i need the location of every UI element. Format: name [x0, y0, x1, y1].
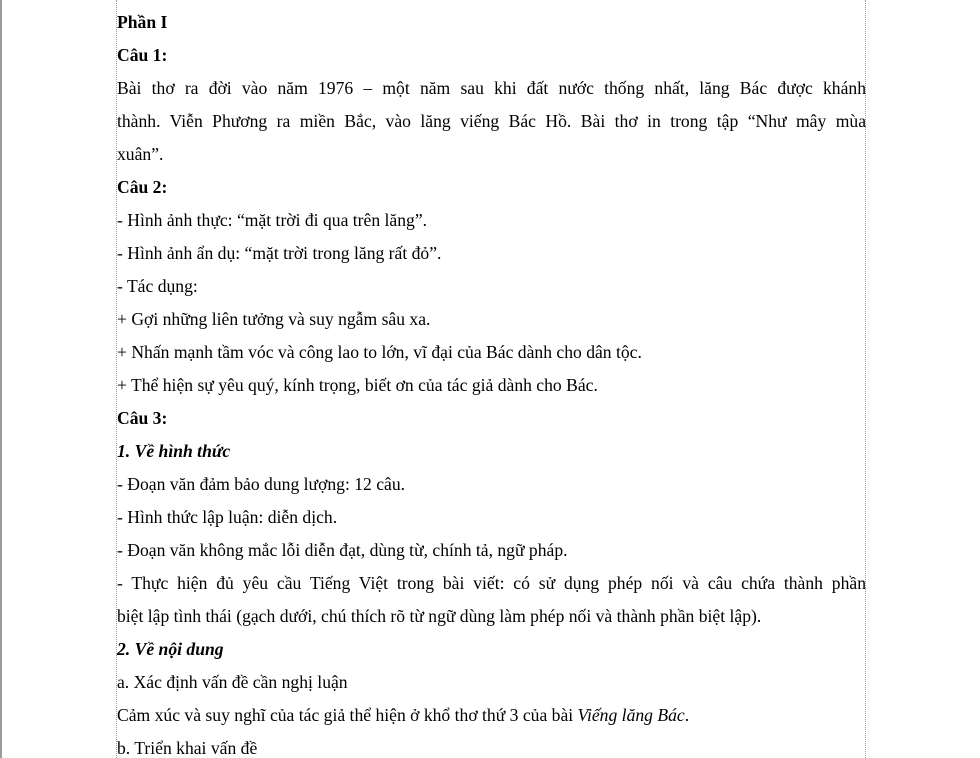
form-item: biệt lập tình thái (gạch dưới, chú thích rõ từ ngữ dùng làm phép nối và thành phần biệt lập).: [117, 606, 762, 626]
question-2-item: + Thể hiện sự yêu quý, kính trọng, biết ơn của tác giả dành cho Bác.: [117, 375, 598, 395]
question-1-line: thành. Viễn Phương ra miền Bắc, vào lăng viếng Bác Hồ. Bài thơ in trong tập “Như mây mùa: [117, 111, 866, 131]
form-item: - Hình thức lập luận: diễn dịch.: [117, 507, 338, 527]
window-left-edge: [0, 0, 2, 758]
content-a-paragraph: [117, 699, 866, 732]
question-3-heading: Câu 3:: [117, 408, 168, 428]
question-2-item: + Nhấn mạnh tầm vóc và công lao to lớn, vĩ đại của Bác dành cho dân tộc.: [117, 342, 642, 362]
question-1-line: Bài thơ ra đời vào năm 1976 – một năm sau khi đất nước thống nhất, lăng Bác được khánh: [117, 78, 866, 98]
document-body[interactable]: [117, 6, 866, 758]
content-subheading-b: b. Triển khai vấn đề: [117, 738, 258, 758]
form-item: - Đoạn văn không mắc lỗi diễn đạt, dùng từ, chính tả, ngữ pháp.: [117, 540, 568, 560]
question-1-heading: Câu 1:: [117, 45, 168, 65]
content-a-text: Cảm xúc và suy nghĩ của tác giả thể hiện ở khổ thơ thứ 3 của bài: [117, 705, 578, 725]
question-2-item: - Hình ảnh thực: “mặt trời đi qua trên lăng”.: [117, 210, 428, 230]
question-2-item: - Hình ảnh ẩn dụ: “mặt trời trong lăng rất đỏ”.: [117, 243, 442, 263]
part-heading: Phần I: [117, 12, 168, 32]
content-subheading-a: a. Xác định vấn đề cần nghị luận: [117, 672, 348, 692]
content-a-end: .: [684, 705, 690, 725]
question-1-line: xuân”.: [117, 144, 164, 164]
form-item: - Thực hiện đủ yêu cầu Tiếng Việt trong bài viết: có sử dụng phép nối và câu chứa thành phần: [117, 573, 866, 593]
form-section-heading: 1. Về hình thức: [117, 441, 231, 461]
poem-title: Viếng lăng Bác: [577, 705, 685, 725]
form-item: - Đoạn văn đảm bảo dung lượng: 12 câu.: [117, 474, 406, 494]
question-2-heading: Câu 2:: [117, 177, 168, 197]
question-2-item: + Gợi những liên tưởng và suy ngẫm sâu xa.: [117, 309, 431, 329]
content-section-heading: 2. Về nội dung: [117, 639, 224, 659]
question-2-item: - Tác dụng:: [117, 276, 198, 296]
